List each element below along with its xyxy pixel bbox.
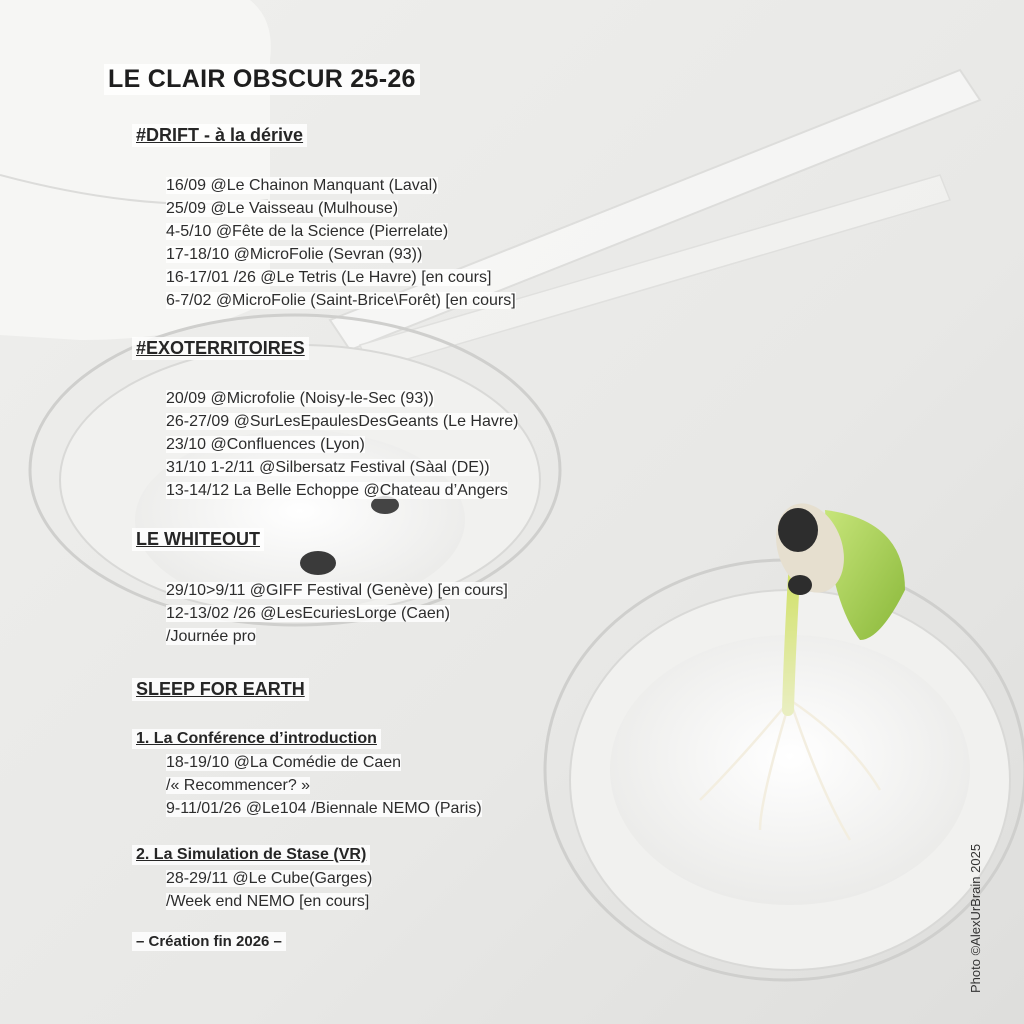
creation-footer: – Création fin 2026 –: [132, 932, 286, 951]
list-item: 6-7/02 @MicroFolie (Saint-Brice\Forêt) [en cours]: [166, 292, 516, 309]
section-heading-sleep-for-earth: SLEEP FOR EARTH: [132, 678, 309, 701]
subsection-heading-conference: 1. La Conférence d’introduction: [132, 729, 381, 749]
list-item: 18-19/10 @La Comédie de Caen: [166, 754, 402, 771]
exoterritoires-list: [166, 387, 518, 502]
drift-list: [166, 174, 516, 312]
list-item: 31/10 1-2/11 @Silbersatz Festival (Sàal (DE)): [166, 459, 490, 476]
list-item: /Journée pro: [166, 628, 256, 645]
list-item: 9-11/01/26 @Le104 /Biennale NEMO (Paris): [166, 800, 482, 817]
list-item: /Week end NEMO [en cours]: [166, 893, 370, 910]
list-item: 16/09 @Le Chainon Manquant (Laval): [166, 177, 438, 194]
section-heading-drift: #DRIFT - à la dérive: [132, 124, 307, 147]
list-item: 17-18/10 @MicroFolie (Sevran (93)): [166, 246, 423, 263]
list-item: 13-14/12 La Belle Echoppe @Chateau d’Angers: [166, 482, 508, 499]
list-item: 25/09 @Le Vaisseau (Mulhouse): [166, 200, 399, 217]
section-heading-whiteout: LE WHITEOUT: [132, 528, 264, 551]
list-item: /« Recommencer? »: [166, 777, 311, 794]
list-item: 26-27/09 @SurLesEpaulesDesGeants (Le Havre): [166, 413, 519, 430]
page-title: LE CLAIR OBSCUR 25-26: [104, 64, 420, 95]
section-heading-exoterritoires: #EXOTERRITOIRES: [132, 337, 309, 360]
list-item: 20/09 @Microfolie (Noisy-le-Sec (93)): [166, 390, 434, 407]
photo-credit: Photo ©AlexUrBrain 2025: [968, 843, 983, 993]
conference-list: [166, 751, 482, 820]
simulation-list: [166, 867, 372, 913]
list-item: 29/10>9/11 @GIFF Festival (Genève) [en cours]: [166, 582, 508, 599]
list-item: 28-29/11 @Le Cube(Garges): [166, 870, 373, 887]
subsection-heading-simulation: 2. La Simulation de Stase (VR): [132, 845, 370, 865]
list-item: 4-5/10 @Fête de la Science (Pierrelate): [166, 223, 449, 240]
list-item: 12-13/02 /26 @LesEcuriesLorge (Caen): [166, 605, 450, 622]
list-item: 16-17/01 /26 @Le Tetris (Le Havre) [en cours]: [166, 269, 492, 286]
whiteout-list: [166, 579, 508, 648]
list-item: 23/10 @Confluences (Lyon): [166, 436, 365, 453]
